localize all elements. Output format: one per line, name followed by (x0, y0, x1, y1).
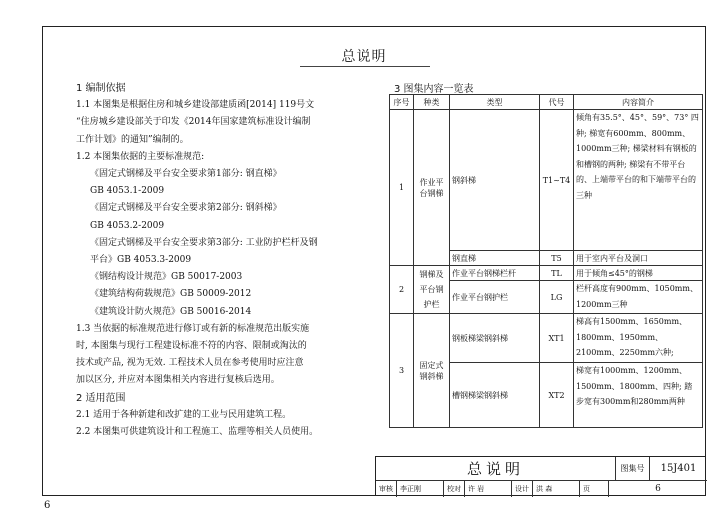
review-name: 李正刚 (397, 481, 444, 497)
atlas-number: 15J401 (650, 457, 707, 481)
note-line: 时, 本图集与现行工程建设标准不符的内容、限制或淘汰的 (76, 341, 307, 352)
table-row (390, 314, 703, 363)
note-line: 1.3 当依据的标准规范进行修订或有新的标准规范出版实施 (76, 323, 310, 334)
row-code: TL (540, 266, 574, 281)
title-underline (300, 66, 430, 67)
standard-line: 《钢结构设计规范》GB 50017-2003 (90, 272, 243, 283)
row-desc: 栏杆高度有900mm、1050mm、1200mm三种 (574, 281, 703, 314)
table-row (390, 110, 703, 251)
col-header: 代号 (540, 95, 574, 110)
section2-heading: 2 适用范围 (76, 392, 126, 404)
row-code: T5 (540, 251, 574, 266)
standard-line: 《固定式钢梯及平台安全要求第2部分: 钢斜梯》 (90, 203, 282, 214)
row-kind: 钢梯及平台钢护栏 (414, 266, 450, 314)
row-desc: 用于室内平台及洞口 (574, 251, 703, 266)
row-desc: 用于倾角≤45°的钢梯 (574, 266, 703, 281)
row-kind: 作业平台钢梯 (414, 110, 450, 266)
table-header-row (390, 95, 703, 110)
title-block-signatures (376, 481, 707, 497)
row-type: 作业平台钢护栏 (450, 281, 540, 314)
section3-heading: 3 图集内容一览表 (394, 84, 474, 95)
page-title: 总说明 (341, 49, 387, 65)
row-kind: 固定式钢斜梯 (414, 314, 450, 428)
row-code: XT1 (540, 314, 574, 363)
review-label: 审核 (376, 481, 397, 497)
section1-line: 工作计划》的通知”编制的。 (76, 134, 189, 145)
left-column (76, 80, 361, 441)
col-header: 类型 (450, 95, 540, 110)
row-code: XT2 (540, 363, 574, 428)
section2-line: 2.2 本图集可供建筑设计和工程施工、监理等相关人员使用。 (76, 427, 319, 438)
standard-line: 《固定式钢梯及平台安全要求第3部分: 工业防护栏杆及钢 (90, 237, 318, 248)
outer-page-number: 6 (44, 500, 51, 511)
col-header: 序号 (390, 95, 414, 110)
standard-line: 《建筑设计防火规范》GB 50016-2014 (90, 306, 252, 317)
check-name: 许 岩 (465, 481, 512, 497)
standard-line: GB 4053.1-2009 (90, 186, 165, 197)
design-name: 洪 森 (533, 481, 580, 497)
row-desc: 梯高有1500mm、1650mm、1800mm、1950mm、2100mm、2250mm六种; (574, 314, 703, 363)
standard-line: 《建筑结构荷载规范》GB 50009-2012 (90, 289, 252, 300)
title-block-title: 总说明 (376, 457, 616, 481)
table-row (390, 266, 703, 281)
row-type: 作业平台钢梯栏杆 (450, 266, 540, 281)
content-table (389, 94, 703, 428)
row-code: LG (540, 281, 574, 314)
row-type: 钢斜梯 (450, 110, 540, 251)
section1-line: 1.2 本图集依据的主要标准规范: (76, 151, 205, 162)
col-header: 种类 (414, 95, 450, 110)
design-label: 设计 (512, 481, 533, 497)
row-no: 2 (390, 266, 414, 314)
row-no: 3 (390, 314, 414, 428)
section2-line: 2.1 适用于各种新建和改扩建的工业与民用建筑工程。 (76, 409, 292, 420)
row-code: T1~T4 (540, 110, 574, 251)
row-desc: 倾角有35.5°、45°、59°、73° 四种; 梯宽有600mm、800mm、1000mm三种; 梯梁材料有钢板的和槽钢的两种; 梯梁有不带平台的、上端带平台的和下端带平台的三种 (574, 110, 703, 251)
note-line: 技术或产品, 视为无效. 工程技术人员在参考使用时应注意 (76, 358, 304, 369)
col-header: 内容简介 (574, 95, 703, 110)
check-label: 校对 (444, 481, 465, 497)
page-number: 6 (655, 484, 661, 494)
standard-line: 《固定式钢梯及平台安全要求第1部分: 钢直梯》 (90, 169, 282, 180)
row-type: 钢板梯梁钢斜梯 (450, 314, 540, 363)
section1-line: 1.1 本图集是根据住房和城乡建设部建质函[2014] 119号文 (76, 100, 315, 111)
row-type: 槽钢梯梁钢斜梯 (450, 363, 540, 428)
standard-line: 平台》GB 4053.3-2009 (90, 255, 192, 266)
row-type: 钢直梯 (450, 251, 540, 266)
section1-heading: 1 编制依据 (76, 83, 126, 94)
section1-line: “住房城乡建设部关于印发《2014年国家建筑标准设计编制 (76, 117, 311, 128)
atlas-label: 图集号 (616, 457, 650, 481)
page-label: 页 (580, 481, 609, 497)
note-line: 加以区分, 并应对本图集相关内容进行复核后选用。 (76, 375, 280, 386)
row-no: 1 (390, 110, 414, 266)
row-desc: 梯宽有1000mm、1200mm、1500mm、1800mm、四种; 踏步宽有300mm和280mm两种 (574, 363, 703, 428)
standard-line: GB 4053.2-2009 (90, 220, 165, 231)
title-block (375, 456, 706, 496)
